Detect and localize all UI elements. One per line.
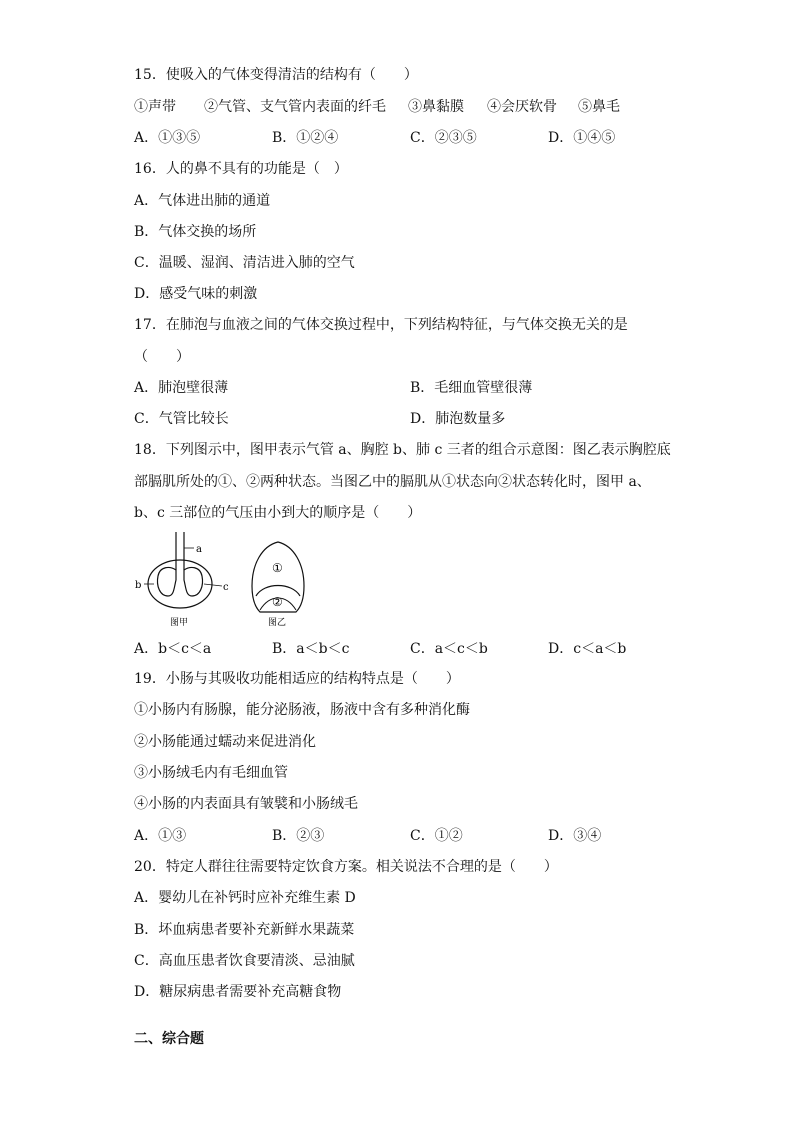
question-18-stem-line1: 18．下列图示中，图甲表示气管 a、胸腔 b、肺 c 三者的组合示意图：图乙表示胸腔底 (134, 442, 671, 458)
q19-item-1: ①小肠内有肠腺，能分泌肠液，肠液中含有多种消化酶 (134, 702, 470, 718)
q17-option-c: C．气管比较长 (134, 411, 229, 427)
q15-item-4: ④会厌软骨 (487, 99, 557, 115)
caption-yi: 图乙 (268, 618, 287, 628)
q17-option-b: B．毛细血管壁很薄 (410, 380, 533, 396)
q15-option-a: A．①③⑤ (134, 130, 201, 146)
q18-option-c: C．a＜c＜b (410, 641, 488, 657)
q20-option-b: B．坏血病患者要补充新鲜水果蔬菜 (134, 922, 355, 938)
left-lung (157, 568, 176, 596)
caption-jia: 图甲 (170, 618, 189, 628)
question-16-stem: 16．人的鼻不具有的功能是（ ） (134, 161, 348, 177)
q19-option-b: B．②③ (272, 828, 325, 844)
q20-option-a: A．婴幼儿在补钙时应补充维生素 D (134, 890, 356, 906)
label-b: b (135, 580, 142, 591)
q15-item-1: ①声带 (134, 99, 176, 115)
q15-option-d: D．①④⑤ (548, 130, 616, 146)
q18-option-b: B．a＜b＜c (272, 641, 350, 657)
label-c: c (223, 582, 229, 593)
question-17-stem-line2: （ ） (134, 349, 190, 365)
question-18-stem-line2: 部膈肌所处的①、②两种状态。当图乙中的膈肌从①状态向②状态转化时，图甲 a、 (134, 474, 651, 490)
q19-item-3: ③小肠绒毛内有毛细血管 (134, 765, 288, 781)
state-2-label: ② (272, 595, 283, 609)
q15-option-c: C．②③⑤ (410, 130, 477, 146)
q19-option-c: C．①② (410, 828, 463, 844)
q15-option-b: B．①②④ (272, 130, 339, 146)
q15-item-3: ③鼻黏膜 (408, 99, 464, 115)
state-1-label: ① (272, 561, 283, 575)
q19-item-4: ④小肠的内表面具有皱襞和小肠绒毛 (134, 796, 358, 812)
q18-option-a: A．b＜c＜a (134, 641, 212, 657)
question-18-stem-line3: b、c 三部位的气压由小到大的顺序是（ ） (134, 505, 422, 521)
label-a: a (196, 544, 202, 555)
q19-option-d: D．③④ (548, 828, 602, 844)
q16-option-c: C．温暖、湿润、清洁进入肺的空气 (134, 255, 355, 271)
q19-item-2: ②小肠能通过蠕动来促进消化 (134, 734, 316, 750)
q17-option-a: A．肺泡壁很薄 (134, 380, 229, 396)
q16-option-a: A．气体进出肺的通道 (134, 193, 271, 209)
label-c-pointer (204, 584, 222, 586)
q17-option-d: D．肺泡数量多 (410, 411, 506, 427)
q15-item-2: ②气管、支气管内表面的纤毛 (204, 99, 386, 115)
q19-option-a: A．①③ (134, 828, 187, 844)
q18-option-d: D．c＜a＜b (548, 641, 627, 657)
question-20-stem: 20．特定人群往往需要特定饮食方案。相关说法不合理的是（ ） (134, 859, 558, 875)
q15-item-5: ⑤鼻毛 (578, 99, 620, 115)
question-19-stem: 19．小肠与其吸收功能相适应的结构特点是（ ） (134, 671, 460, 687)
section-2-title: 二、综合题 (134, 1031, 204, 1047)
question-15-stem: 15．使吸入的气体变得清洁的结构有（ ） (134, 67, 418, 83)
q16-option-b: B．气体交换的场所 (134, 224, 257, 240)
q20-option-d: D．糖尿病患者需要补充高糖食物 (134, 984, 342, 1000)
q20-option-c: C．高血压患者饮食要清淡、忌油腻 (134, 953, 355, 969)
question-17-stem-line1: 17．在肺泡与血液之间的气体交换过程中，下列结构特征，与气体交换无关的是 (134, 317, 628, 333)
right-lung (184, 568, 203, 596)
q16-option-d: D．感受气味的刺激 (134, 286, 258, 302)
q18-figure (130, 530, 310, 635)
